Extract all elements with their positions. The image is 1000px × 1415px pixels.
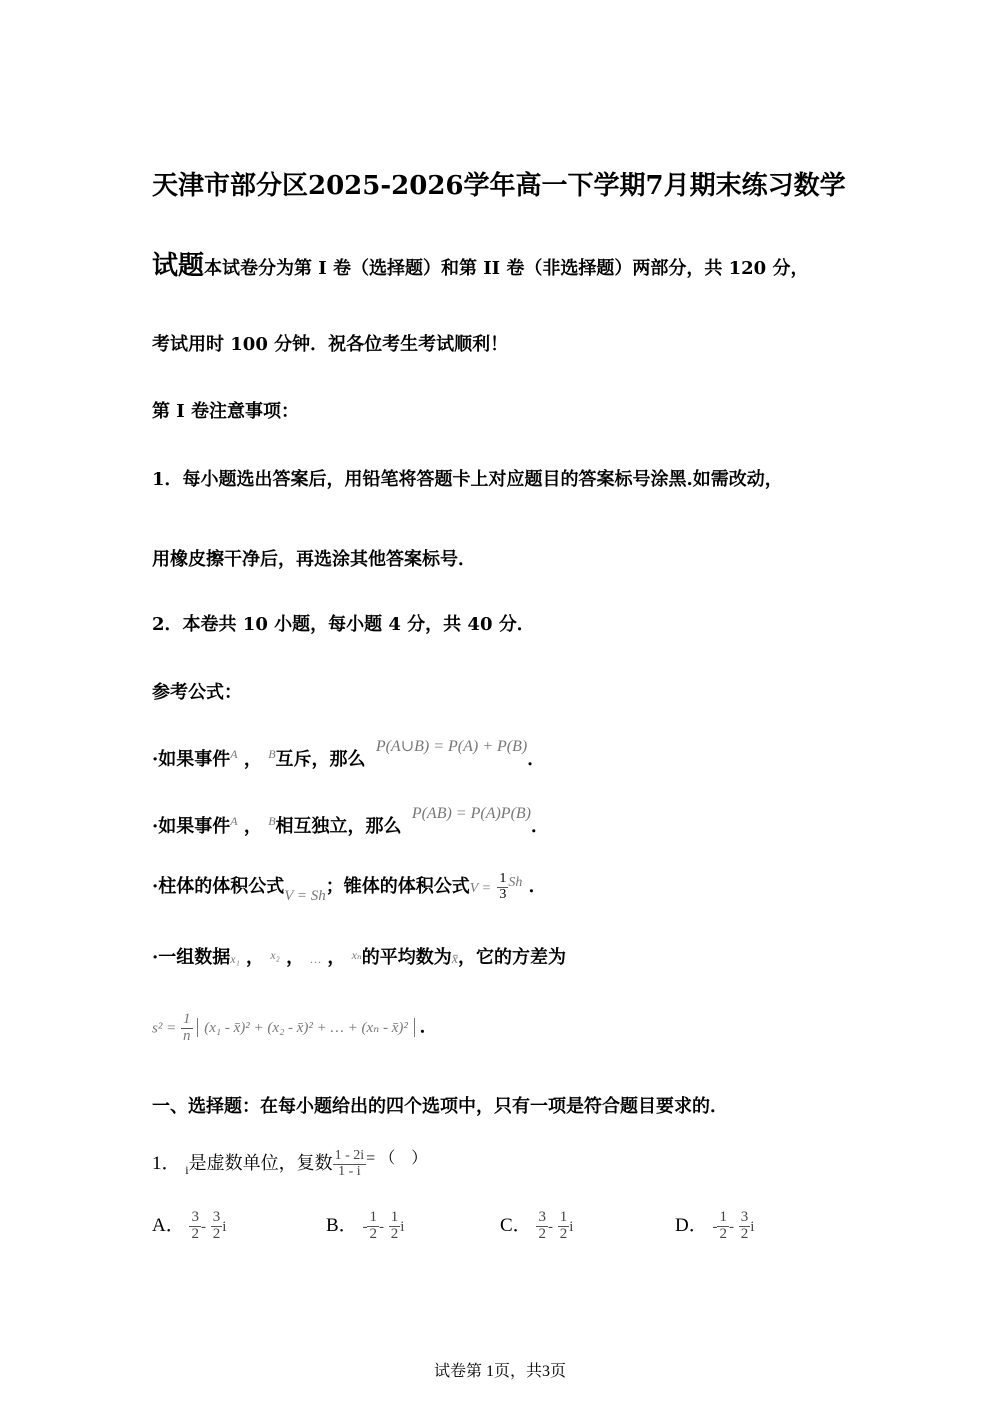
option-fraction bbox=[211, 1210, 223, 1243]
answer-blank: = （ ） bbox=[366, 1150, 428, 1167]
reference-heading: 参考公式： bbox=[152, 682, 242, 703]
one-over-n-fraction bbox=[181, 1012, 193, 1045]
formula-independent bbox=[152, 805, 549, 838]
option-sign: - bbox=[712, 1219, 718, 1235]
option-a[interactable] bbox=[152, 1210, 226, 1243]
fraction-denominator: 2 bbox=[212, 1226, 221, 1243]
option-fraction bbox=[189, 1210, 201, 1243]
one-third-fraction bbox=[497, 872, 508, 902]
option-d[interactable] bbox=[675, 1210, 754, 1243]
option-label: C． bbox=[500, 1215, 532, 1236]
fraction-denominator: 2 bbox=[369, 1226, 377, 1243]
fraction-denominator: 2 bbox=[538, 1226, 546, 1243]
fraction-numerator: 1 bbox=[369, 1209, 377, 1226]
fraction-denominator: n bbox=[183, 1027, 191, 1044]
imaginary-unit: i bbox=[569, 1219, 574, 1235]
formula-data-mean: ·一组数据x₁ ， $^{x_2}$ ， … ， $^{x_n}$的平均数为x̄，它的方差为 bbox=[152, 947, 567, 968]
mean-symbol: x̄ bbox=[451, 952, 459, 967]
formula-mutually-exclusive bbox=[152, 738, 546, 771]
formula2-prefix: ·如果事件 bbox=[152, 816, 231, 837]
option-sign: - bbox=[547, 1219, 553, 1235]
option-fraction bbox=[558, 1210, 570, 1243]
formula2-middle: 相互独立，那么 bbox=[275, 816, 402, 837]
option-label: D． bbox=[675, 1215, 708, 1236]
formula1-sep: ， bbox=[243, 749, 262, 770]
fraction-numerator: 1 bbox=[183, 1011, 191, 1027]
fraction-numerator: 3 bbox=[740, 1209, 749, 1226]
imaginary-unit: i bbox=[185, 1162, 189, 1177]
cone-volume-lhs: V = bbox=[469, 881, 492, 897]
imaginary-unit: i bbox=[222, 1219, 227, 1235]
fraction-denominator: 2 bbox=[191, 1226, 199, 1243]
document-title-tail: 试题 bbox=[152, 251, 205, 281]
note1-line1: 1．每小题选出答案后，用铅笔将答题卡上对应题目的答案标号涂黑.如需改动， bbox=[152, 469, 783, 490]
option-b[interactable] bbox=[326, 1210, 404, 1243]
option-label: B． bbox=[326, 1215, 358, 1236]
option-fraction bbox=[367, 1210, 379, 1243]
formula2-expression: P(AB) = P(A)P(B) bbox=[411, 805, 531, 822]
cone-volume-rhs: Sh bbox=[508, 875, 523, 891]
fraction-denominator: 2 bbox=[559, 1226, 568, 1243]
fraction-numerator: 1 bbox=[499, 871, 507, 886]
fraction-numerator: 3 bbox=[212, 1209, 221, 1226]
formula4-prefix: ·一组数据 bbox=[152, 947, 231, 968]
question-text: 是虚数单位，复数 bbox=[188, 1153, 333, 1174]
imaginary-unit: i bbox=[400, 1219, 405, 1235]
variance-end: ． bbox=[419, 1016, 438, 1038]
fraction-denominator: 2 bbox=[740, 1226, 749, 1243]
fraction-numerator: 1 bbox=[719, 1209, 727, 1226]
option-c[interactable] bbox=[500, 1210, 573, 1243]
question-1 bbox=[152, 1148, 427, 1180]
formula3-prefix: ·柱体的体积公式 bbox=[152, 876, 285, 898]
fraction-denominator: 1 - i bbox=[338, 1164, 361, 1180]
formula3-end: ． bbox=[528, 876, 547, 898]
fraction-denominator: 2 bbox=[719, 1226, 727, 1243]
document-title-line1: 天津市部分区2025-2026学年高一下学期7月期末练习数学 bbox=[152, 171, 846, 201]
prism-volume-expression: V = Sh bbox=[284, 888, 326, 905]
fraction-numerator: 1 bbox=[390, 1209, 399, 1226]
section1-heading: 第 I 卷注意事项： bbox=[152, 401, 299, 422]
event-b: B bbox=[268, 747, 276, 761]
formula2-sep: ， bbox=[243, 816, 262, 837]
fraction-numerator: 3 bbox=[538, 1209, 546, 1226]
option-sign: - bbox=[200, 1219, 206, 1235]
variance-lhs: s² = bbox=[152, 1020, 177, 1037]
option-fraction bbox=[389, 1210, 401, 1243]
option-fraction bbox=[739, 1210, 751, 1243]
fraction-numerator: 1 bbox=[559, 1209, 568, 1226]
question-number: 1． bbox=[152, 1153, 181, 1174]
variance-formula bbox=[152, 1012, 438, 1045]
intro-text-1: 本试卷分为第 I 卷（选择题）和第 II 卷（非选择题）两部分，共 120 分， bbox=[204, 258, 809, 279]
imaginary-unit: i bbox=[750, 1219, 755, 1235]
ellipsis: … bbox=[310, 952, 322, 966]
formula4-suffix: ，它的方差为 bbox=[458, 947, 567, 968]
fraction-denominator: 2 bbox=[390, 1226, 399, 1243]
x2-term: x₂ bbox=[270, 948, 280, 962]
option-fraction bbox=[717, 1210, 729, 1243]
page-footer: 试卷第 1页，共3页 bbox=[433, 1363, 566, 1380]
event-a: A bbox=[230, 814, 238, 828]
choice-section-heading: 一、选择题：在每小题给出的四个选项中，只有一项是符合题目要求的． bbox=[152, 1096, 728, 1117]
variance-sum: (x₁ - x̄)² + (x₂ - x̄)² + … + (xₙ - x̄)² bbox=[197, 1018, 415, 1037]
option-fraction bbox=[536, 1210, 548, 1243]
x1-term: x₁ bbox=[230, 952, 240, 966]
option-label: A． bbox=[152, 1215, 185, 1236]
event-b: B bbox=[268, 814, 276, 828]
formula3-middle: ；锥体的体积公式 bbox=[325, 876, 470, 898]
formula1-prefix: ·如果事件 bbox=[152, 749, 231, 770]
complex-fraction bbox=[333, 1149, 367, 1179]
note1-line2: 用橡皮擦干净后，再选涂其他答案标号． bbox=[152, 549, 476, 570]
fraction-denominator: 3 bbox=[499, 886, 507, 902]
formula1-middle: 互斥，那么 bbox=[275, 749, 366, 770]
formula1-expression: P(A∪B) = P(A) + P(B) bbox=[375, 738, 528, 755]
document-title-line2 bbox=[152, 245, 808, 282]
option-sign: - bbox=[728, 1219, 734, 1235]
note2: 2．本卷共 10 小题，每小题 4 分，共 40 分． bbox=[152, 614, 535, 635]
fraction-numerator: 1 - 2i bbox=[334, 1148, 365, 1164]
formula-volume bbox=[152, 871, 547, 905]
xn-term: xₙ bbox=[351, 948, 362, 962]
formula4-middle: 的平均数为 bbox=[361, 947, 452, 968]
fraction-numerator: 3 bbox=[191, 1209, 199, 1226]
intro-text-2: 考试用时 100 分钟．祝各位考生考试顺利！ bbox=[152, 334, 509, 355]
formula1-end: ． bbox=[527, 749, 546, 770]
event-a: A bbox=[230, 747, 238, 761]
option-sign: - bbox=[362, 1219, 368, 1235]
formula2-end: ． bbox=[531, 816, 549, 837]
option-sign: - bbox=[378, 1219, 384, 1235]
